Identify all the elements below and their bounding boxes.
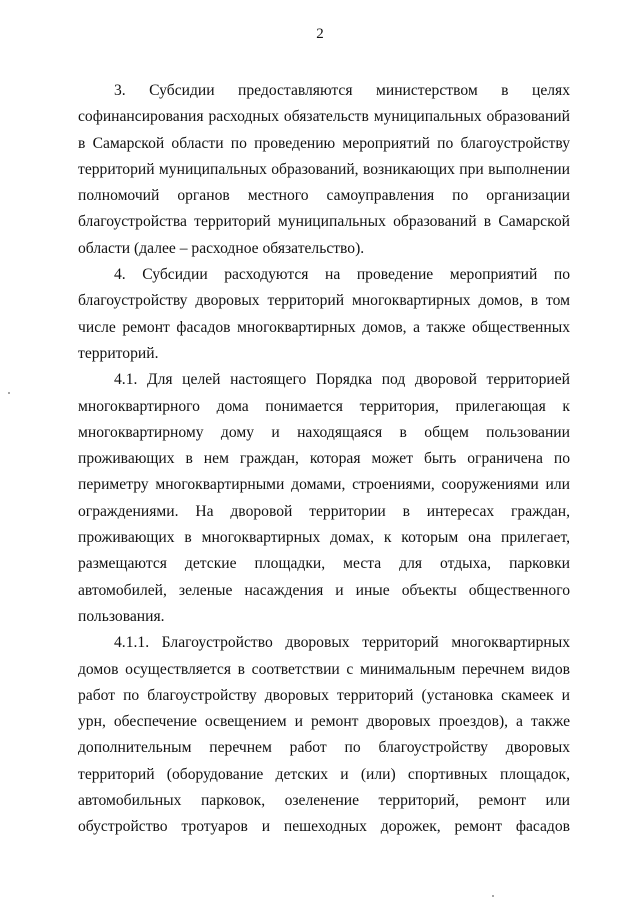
paragraph-4-1-1: 4.1.1. Благоустройство дворовых территорий многоквартирных домов осуществляется в соответствии с минимальным перечнем видов работ по благоустройству дворовых территорий (установка скамеек и урн, обеспечение освещением и ремонт дворовых проездов), а также дополнительным перечнем работ по благоустройству дворовых территорий (оборудование детских и (или) спортивных площадок, автомобильных парковок, озеленение территорий, ремонт или обустройство тротуаров и пешеходных дорожек, ремонт фасадов bbox=[78, 634, 570, 836]
scan-speck bbox=[492, 895, 494, 897]
paragraph-4-1: 4.1. Для целей настоящего Порядка под дворовой территорией многоквартирного дома понимается территория, прилегающая к многоквартирному дому и находящаяся в общем пользовании проживающих в нем граждан, которая может быть ограничена по периметру многоквартирными домами, строениями, сооружениями или ограждениями. На дворовой территории в интересах граждан, проживающих в многоквартирных домах, к которым она прилегает, размещаются детские площадки, места для отдыха, парковки автомобилей, зеленые насаждения и иные объекты общественного пользования. bbox=[78, 371, 570, 625]
document-body bbox=[78, 78, 570, 841]
paragraph-4: 4. Субсидии расходуются на проведение мероприятий по благоустройству дворовых территорий многоквартирных домов, в том числе ремонт фасадов многоквартирных домов, а также общественных территорий. bbox=[78, 266, 570, 362]
paragraph-3: 3. Субсидии предоставляются министерством в целях софинансирования расходных обязательств муниципальных образований в Самарской области по проведению мероприятий по благоустройству территорий муниципальных образований, возникающих при выполнении полномочий органов местного самоуправления по организации благоустройства территорий муниципальных образований в Самарской области (далее – расходное обязательство). bbox=[78, 82, 570, 257]
page-number: 2 bbox=[316, 26, 324, 42]
scan-speck bbox=[8, 392, 10, 394]
